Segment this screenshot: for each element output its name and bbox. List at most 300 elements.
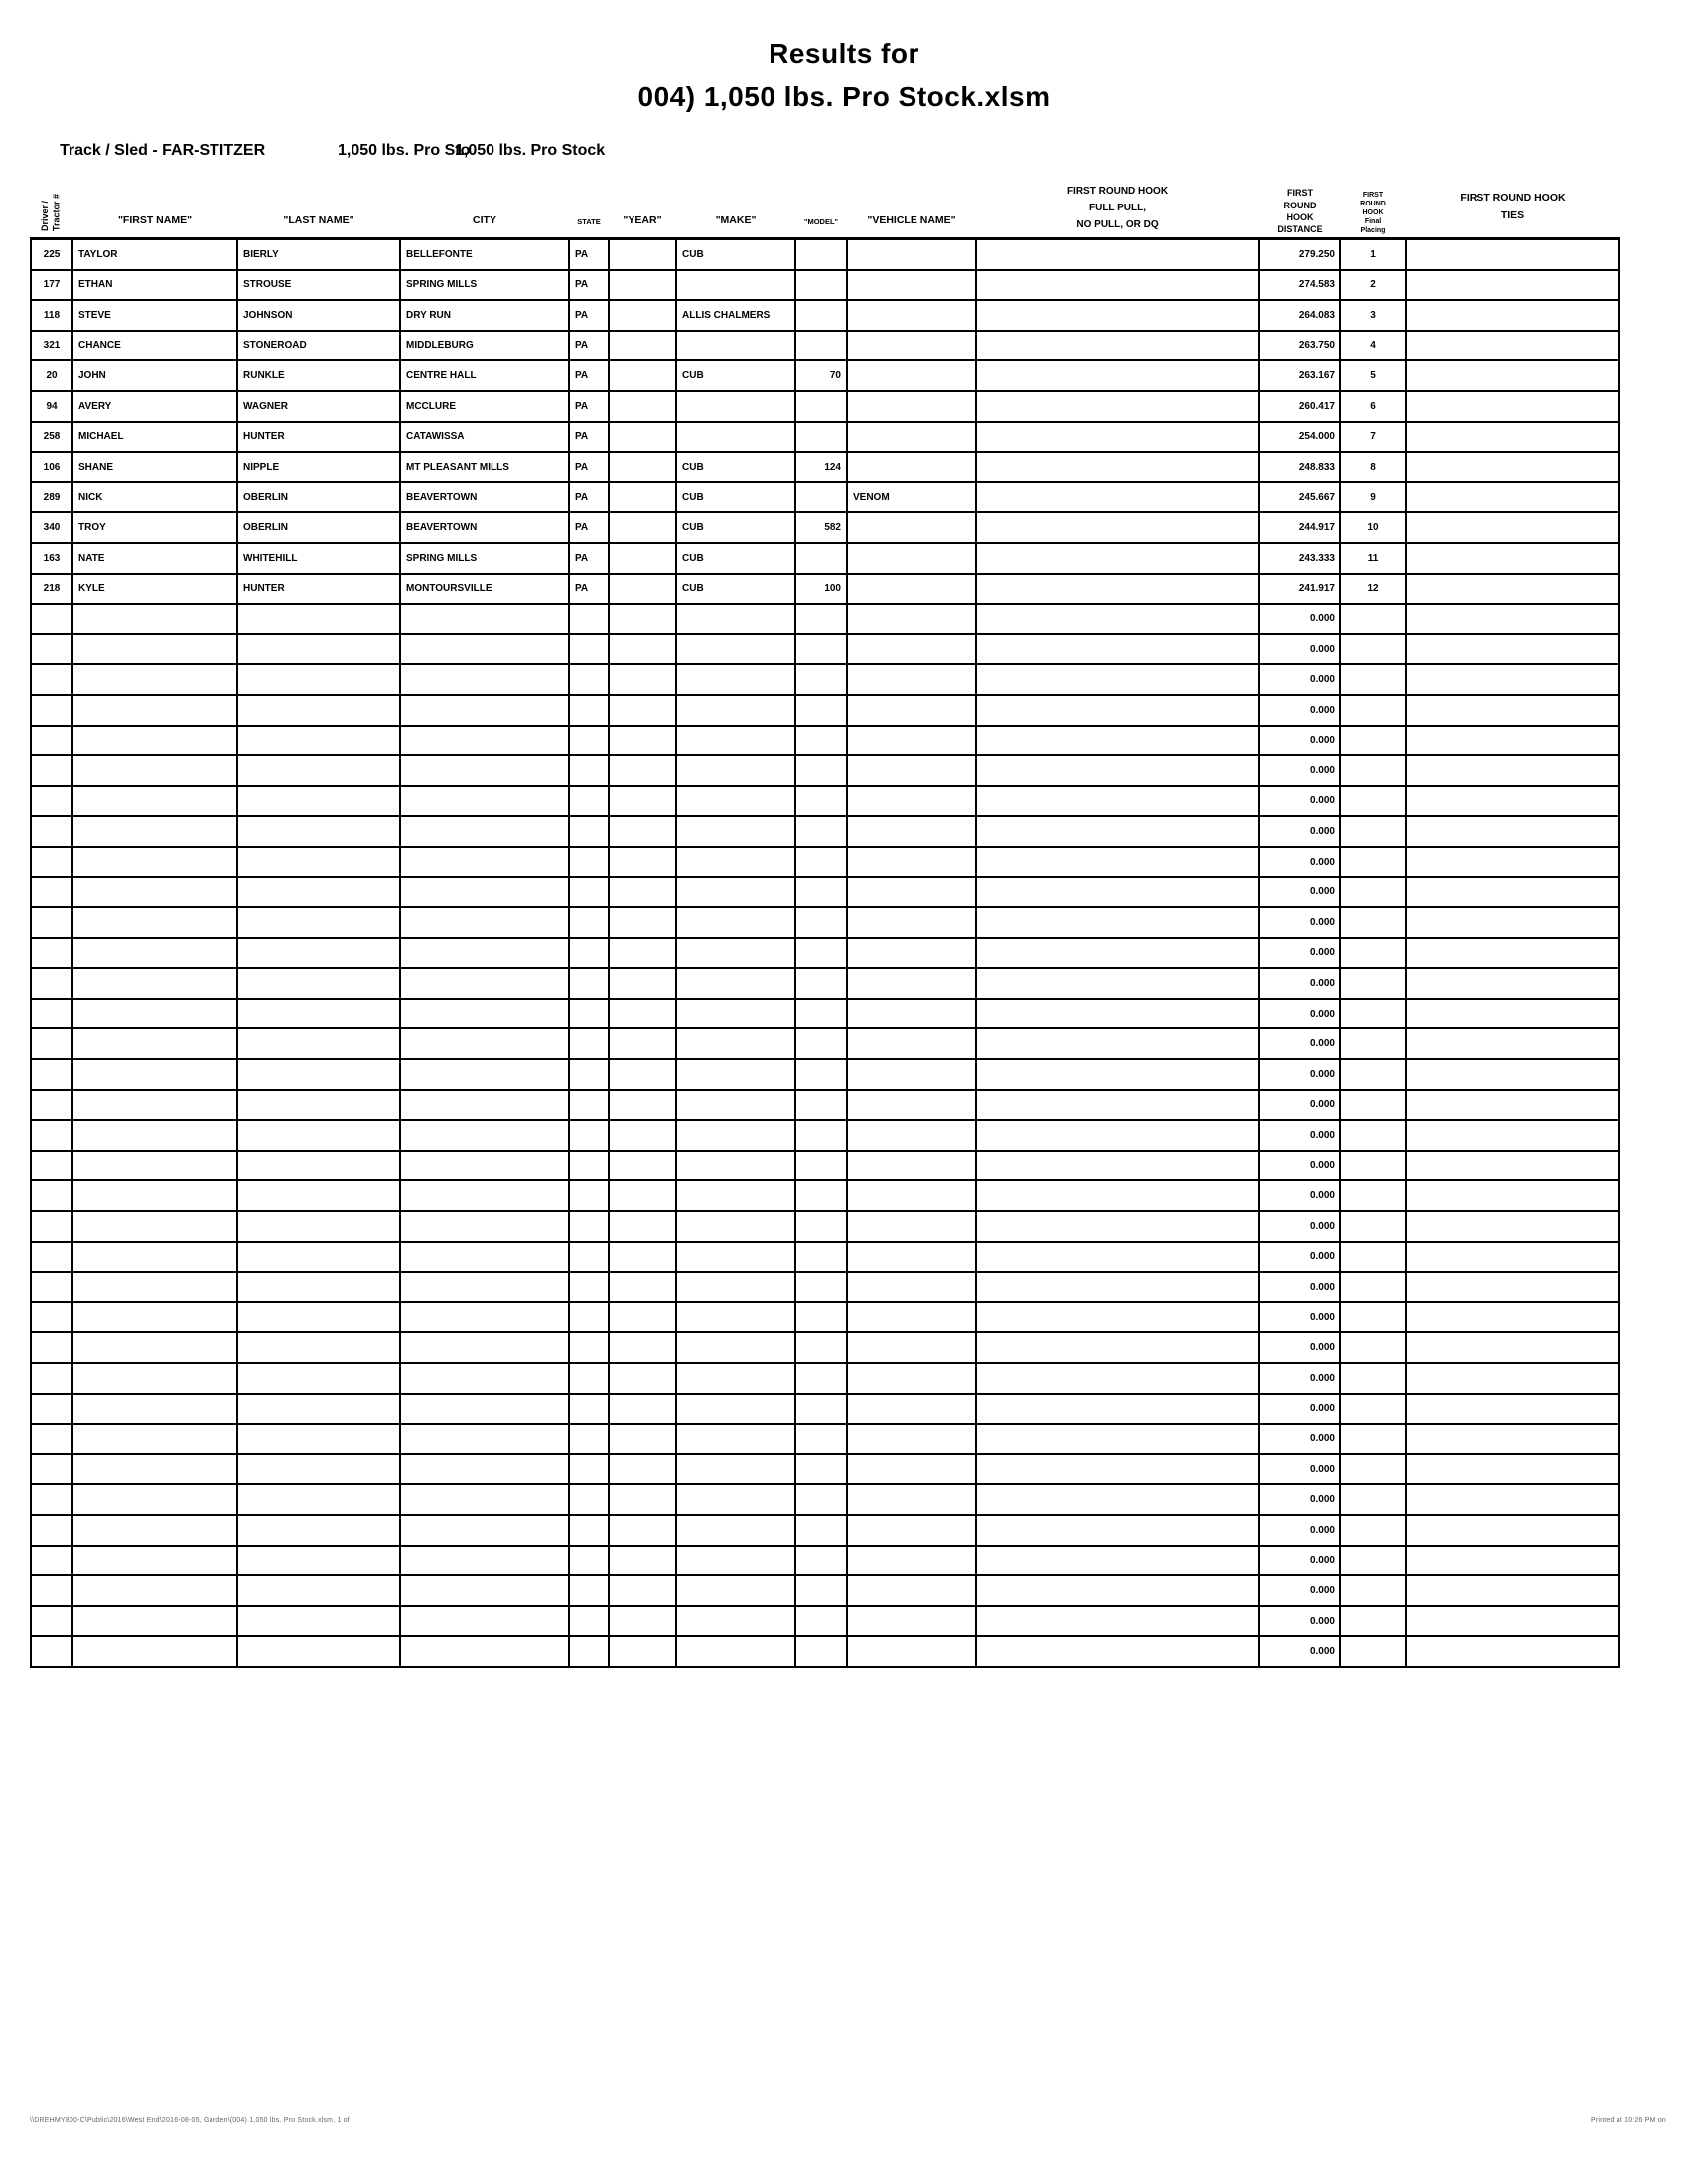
table-row — [31, 391, 1619, 422]
cell-num — [31, 968, 72, 999]
cell-ties — [1406, 847, 1619, 878]
cell-ties — [1406, 512, 1619, 543]
table-row — [31, 634, 1619, 665]
cell-num — [31, 1059, 72, 1090]
page-subtitle: 004) 1,050 lbs. Pro Stock.xlsm — [637, 81, 1051, 112]
cell-distance: 0.000 — [1259, 1302, 1340, 1333]
cell-ties — [1406, 300, 1619, 331]
table-row — [31, 422, 1619, 453]
cell-placing: 4 — [1340, 331, 1406, 361]
cell-full-pull — [976, 331, 1259, 361]
cell-ties — [1406, 634, 1619, 665]
cell-placing — [1340, 1302, 1406, 1333]
cell-make — [676, 391, 795, 422]
table-row — [31, 755, 1619, 786]
cell-distance: 241.917 — [1259, 574, 1340, 605]
cell-model — [795, 270, 847, 301]
cell-make — [676, 1636, 795, 1667]
cell-last-name: OBERLIN — [237, 512, 400, 543]
cell-full-pull — [976, 1575, 1259, 1606]
cell-year — [609, 482, 676, 513]
cell-full-pull — [976, 1332, 1259, 1363]
cell-model — [795, 999, 847, 1029]
cell-num — [31, 1484, 72, 1515]
table-row — [31, 847, 1619, 878]
cell-last-name — [237, 1151, 400, 1181]
cell-distance: 0.000 — [1259, 907, 1340, 938]
page-title: Results for — [769, 38, 919, 68]
cell-vehicle-name — [847, 1606, 976, 1637]
cell-first-name: AVERY — [72, 391, 237, 422]
cell-last-name — [237, 604, 400, 634]
cell-make — [676, 1546, 795, 1576]
cell-make — [676, 1028, 795, 1059]
cell-num — [31, 1302, 72, 1333]
cell-vehicle-name — [847, 1302, 976, 1333]
cell-city — [400, 604, 569, 634]
cell-vehicle-name — [847, 786, 976, 817]
cell-placing — [1340, 1090, 1406, 1121]
sheet-subheader — [30, 142, 1618, 166]
cell-last-name — [237, 726, 400, 756]
cell-model — [795, 482, 847, 513]
cell-last-name — [237, 877, 400, 907]
cell-make — [676, 695, 795, 726]
cell-placing — [1340, 786, 1406, 817]
cell-model — [795, 1454, 847, 1485]
cell-num — [31, 1606, 72, 1637]
cell-ties — [1406, 1272, 1619, 1302]
cell-year — [609, 1575, 676, 1606]
cell-distance: 0.000 — [1259, 1272, 1340, 1302]
cell-model — [795, 634, 847, 665]
cell-first-name — [72, 1575, 237, 1606]
cell-num — [31, 1394, 72, 1425]
cell-distance: 0.000 — [1259, 1606, 1340, 1637]
cell-year — [609, 1363, 676, 1394]
cell-last-name — [237, 1028, 400, 1059]
cell-ties — [1406, 360, 1619, 391]
cell-vehicle-name — [847, 512, 976, 543]
cell-first-name — [72, 1636, 237, 1667]
cell-distance: 0.000 — [1259, 1180, 1340, 1211]
cell-year — [609, 664, 676, 695]
cell-vehicle-name — [847, 1059, 976, 1090]
cell-full-pull — [976, 1546, 1259, 1576]
cell-state: PA — [569, 391, 609, 422]
cell-num — [31, 1636, 72, 1667]
cell-state — [569, 755, 609, 786]
cell-full-pull — [976, 816, 1259, 847]
cell-last-name — [237, 907, 400, 938]
cell-num: 177 — [31, 270, 72, 301]
cell-state — [569, 1332, 609, 1363]
cell-city — [400, 938, 569, 969]
cell-model: 70 — [795, 360, 847, 391]
cell-full-pull — [976, 391, 1259, 422]
table-row — [31, 300, 1619, 331]
cell-state: PA — [569, 270, 609, 301]
cell-ties — [1406, 391, 1619, 422]
cell-full-pull — [976, 270, 1259, 301]
cell-first-name: NATE — [72, 543, 237, 574]
cell-city — [400, 1242, 569, 1273]
cell-vehicle-name — [847, 726, 976, 756]
cell-distance: 0.000 — [1259, 999, 1340, 1029]
cell-placing — [1340, 664, 1406, 695]
cell-full-pull — [976, 1272, 1259, 1302]
cell-first-name — [72, 877, 237, 907]
cell-placing: 8 — [1340, 452, 1406, 482]
table-row — [31, 1484, 1619, 1515]
cell-last-name: NIPPLE — [237, 452, 400, 482]
cell-make — [676, 1424, 795, 1454]
cell-first-name — [72, 1606, 237, 1637]
cell-last-name — [237, 1484, 400, 1515]
cell-state — [569, 1363, 609, 1394]
cell-year — [609, 907, 676, 938]
cell-full-pull — [976, 1151, 1259, 1181]
cell-full-pull — [976, 1028, 1259, 1059]
cell-first-name — [72, 634, 237, 665]
cell-model — [795, 1180, 847, 1211]
cell-state — [569, 1211, 609, 1242]
cell-num — [31, 877, 72, 907]
cell-vehicle-name — [847, 938, 976, 969]
cell-year — [609, 1120, 676, 1151]
cell-placing — [1340, 1546, 1406, 1576]
cell-model — [795, 1515, 847, 1546]
cell-city — [400, 907, 569, 938]
cell-placing — [1340, 816, 1406, 847]
cell-year — [609, 755, 676, 786]
cell-first-name: ETHAN — [72, 270, 237, 301]
cell-year — [609, 1484, 676, 1515]
cell-year — [609, 968, 676, 999]
cell-year — [609, 574, 676, 605]
table-row — [31, 1151, 1619, 1181]
cell-first-name — [72, 1090, 237, 1121]
cell-distance: 0.000 — [1259, 786, 1340, 817]
cell-state — [569, 938, 609, 969]
table-row — [31, 664, 1619, 695]
cell-last-name: HUNTER — [237, 422, 400, 453]
cell-last-name — [237, 1180, 400, 1211]
cell-first-name — [72, 664, 237, 695]
cell-model — [795, 391, 847, 422]
cell-model — [795, 1636, 847, 1667]
cell-first-name — [72, 604, 237, 634]
cell-placing — [1340, 1454, 1406, 1485]
cell-ties — [1406, 726, 1619, 756]
cell-model — [795, 1332, 847, 1363]
report-title-block — [50, 0, 1638, 113]
cell-model — [795, 877, 847, 907]
cell-first-name — [72, 1454, 237, 1485]
cell-state: PA — [569, 422, 609, 453]
cell-vehicle-name — [847, 1363, 976, 1394]
cell-distance: 0.000 — [1259, 1028, 1340, 1059]
cell-first-name — [72, 1028, 237, 1059]
cell-num — [31, 604, 72, 634]
cell-vehicle-name — [847, 1484, 976, 1515]
cell-make: ALLIS CHALMERS — [676, 300, 795, 331]
cell-make — [676, 999, 795, 1029]
cell-year — [609, 1211, 676, 1242]
cell-vehicle-name — [847, 877, 976, 907]
cell-year — [609, 634, 676, 665]
cell-placing: 5 — [1340, 360, 1406, 391]
cell-distance: 244.917 — [1259, 512, 1340, 543]
cell-num — [31, 1028, 72, 1059]
table-row — [31, 270, 1619, 301]
cell-full-pull — [976, 512, 1259, 543]
cell-make: CUB — [676, 574, 795, 605]
cell-city — [400, 968, 569, 999]
cell-ties — [1406, 968, 1619, 999]
cell-vehicle-name — [847, 847, 976, 878]
cell-last-name — [237, 938, 400, 969]
cell-city — [400, 999, 569, 1029]
cell-last-name — [237, 1606, 400, 1637]
table-row — [31, 1120, 1619, 1151]
cell-last-name — [237, 1272, 400, 1302]
cell-state — [569, 1028, 609, 1059]
cell-first-name — [72, 847, 237, 878]
cell-ties — [1406, 1394, 1619, 1425]
cell-city: MT PLEASANT MILLS — [400, 452, 569, 482]
cell-distance: 0.000 — [1259, 847, 1340, 878]
cell-full-pull — [976, 1363, 1259, 1394]
cell-state — [569, 1575, 609, 1606]
cell-last-name — [237, 1515, 400, 1546]
cell-full-pull — [976, 1090, 1259, 1121]
cell-first-name: JOHN — [72, 360, 237, 391]
cell-ties — [1406, 1211, 1619, 1242]
cell-year — [609, 1515, 676, 1546]
cell-year — [609, 999, 676, 1029]
cell-placing — [1340, 1636, 1406, 1667]
cell-year — [609, 1242, 676, 1273]
cell-model — [795, 938, 847, 969]
cell-city — [400, 1606, 569, 1637]
cell-ties — [1406, 664, 1619, 695]
cell-first-name — [72, 755, 237, 786]
cell-placing — [1340, 634, 1406, 665]
cell-first-name — [72, 726, 237, 756]
cell-num — [31, 907, 72, 938]
cell-year — [609, 1394, 676, 1425]
cell-ties — [1406, 1090, 1619, 1121]
cell-num — [31, 1424, 72, 1454]
cell-vehicle-name — [847, 270, 976, 301]
cell-full-pull — [976, 1242, 1259, 1273]
cell-city: CENTRE HALL — [400, 360, 569, 391]
cell-placing — [1340, 1120, 1406, 1151]
cell-ties — [1406, 1424, 1619, 1454]
table-row — [31, 816, 1619, 847]
cell-model — [795, 1484, 847, 1515]
cell-last-name — [237, 968, 400, 999]
table-row — [31, 1242, 1619, 1273]
cell-full-pull — [976, 1606, 1259, 1637]
cell-num — [31, 1151, 72, 1181]
cell-last-name — [237, 1394, 400, 1425]
cell-num — [31, 755, 72, 786]
cell-year — [609, 452, 676, 482]
cell-distance: 264.083 — [1259, 300, 1340, 331]
cell-last-name: WHITEHILL — [237, 543, 400, 574]
footer-file-path: \\DREHMY800-C\Public\2016\West End\2016-08-05, Garden\(004) 1,050 lbs. Pro Stock.xlsm, 1 of — [30, 2117, 350, 2124]
cell-model — [795, 1151, 847, 1181]
cell-state: PA — [569, 482, 609, 513]
cell-state — [569, 664, 609, 695]
table-row — [31, 1180, 1619, 1211]
cell-distance: 0.000 — [1259, 1151, 1340, 1181]
table-row — [31, 999, 1619, 1029]
cell-make — [676, 1515, 795, 1546]
cell-ties — [1406, 1242, 1619, 1273]
cell-city — [400, 816, 569, 847]
cell-year — [609, 1636, 676, 1667]
cell-year — [609, 877, 676, 907]
cell-last-name — [237, 664, 400, 695]
cell-num — [31, 1211, 72, 1242]
table-row — [31, 1424, 1619, 1454]
cell-city — [400, 1546, 569, 1576]
cell-first-name — [72, 1180, 237, 1211]
cell-first-name — [72, 786, 237, 817]
cell-model — [795, 1575, 847, 1606]
cell-year — [609, 604, 676, 634]
cell-full-pull — [976, 634, 1259, 665]
cell-distance: 0.000 — [1259, 1394, 1340, 1425]
cell-city — [400, 1636, 569, 1667]
cell-make — [676, 726, 795, 756]
cell-state — [569, 1424, 609, 1454]
cell-vehicle-name: VENOM — [847, 482, 976, 513]
cell-placing — [1340, 1151, 1406, 1181]
cell-first-name — [72, 1059, 237, 1090]
table-row — [31, 1332, 1619, 1363]
cell-ties — [1406, 1332, 1619, 1363]
cell-placing — [1340, 755, 1406, 786]
cell-vehicle-name — [847, 1515, 976, 1546]
cell-model — [795, 1120, 847, 1151]
cell-placing — [1340, 907, 1406, 938]
table-row — [31, 1211, 1619, 1242]
cell-full-pull — [976, 786, 1259, 817]
results-table — [30, 168, 1620, 1668]
cell-full-pull — [976, 1636, 1259, 1667]
cell-placing: 11 — [1340, 543, 1406, 574]
cell-distance: 254.000 — [1259, 422, 1340, 453]
cell-distance: 0.000 — [1259, 1575, 1340, 1606]
cell-make — [676, 604, 795, 634]
cell-state — [569, 1636, 609, 1667]
cell-first-name — [72, 1394, 237, 1425]
cell-state — [569, 1546, 609, 1576]
cell-ties — [1406, 907, 1619, 938]
cell-vehicle-name — [847, 300, 976, 331]
cell-vehicle-name — [847, 755, 976, 786]
cell-model — [795, 786, 847, 817]
cell-full-pull — [976, 1454, 1259, 1485]
cell-make — [676, 1090, 795, 1121]
cell-make — [676, 1332, 795, 1363]
cell-placing — [1340, 604, 1406, 634]
cell-state — [569, 604, 609, 634]
table-row — [31, 1272, 1619, 1302]
cell-placing — [1340, 847, 1406, 878]
cell-ties — [1406, 239, 1619, 270]
cell-make — [676, 1454, 795, 1485]
cell-distance: 0.000 — [1259, 1211, 1340, 1242]
cell-make: CUB — [676, 239, 795, 270]
cell-placing — [1340, 938, 1406, 969]
cell-placing: 7 — [1340, 422, 1406, 453]
cell-city — [400, 1394, 569, 1425]
cell-city — [400, 1515, 569, 1546]
cell-ties — [1406, 1454, 1619, 1485]
column-header-model: "MODEL" — [795, 168, 847, 239]
column-header-full-pull: FIRST ROUND HOOK FULL PULL, NO PULL, OR DQ — [976, 168, 1259, 239]
cell-year — [609, 1454, 676, 1485]
cell-year — [609, 1059, 676, 1090]
cell-distance: 0.000 — [1259, 1059, 1340, 1090]
table-row — [31, 1575, 1619, 1606]
cell-city — [400, 1028, 569, 1059]
cell-first-name — [72, 1515, 237, 1546]
cell-placing: 1 — [1340, 239, 1406, 270]
cell-full-pull — [976, 907, 1259, 938]
cell-year — [609, 847, 676, 878]
cell-make: CUB — [676, 360, 795, 391]
cell-distance: 0.000 — [1259, 1454, 1340, 1485]
cell-state: PA — [569, 512, 609, 543]
cell-ties — [1406, 999, 1619, 1029]
cell-last-name — [237, 1090, 400, 1121]
cell-last-name — [237, 1454, 400, 1485]
class-label-right: 1,050 lbs. Pro Stock — [455, 142, 606, 159]
cell-placing: 12 — [1340, 574, 1406, 605]
cell-vehicle-name — [847, 968, 976, 999]
table-row — [31, 786, 1619, 817]
cell-make — [676, 1272, 795, 1302]
cell-state — [569, 726, 609, 756]
cell-model — [795, 300, 847, 331]
cell-vehicle-name — [847, 1211, 976, 1242]
cell-make — [676, 1211, 795, 1242]
cell-ties — [1406, 1546, 1619, 1576]
table-row — [31, 543, 1619, 574]
cell-distance: 0.000 — [1259, 726, 1340, 756]
cell-vehicle-name — [847, 1636, 976, 1667]
cell-placing — [1340, 1180, 1406, 1211]
cell-full-pull — [976, 543, 1259, 574]
table-row — [31, 1363, 1619, 1394]
table-row — [31, 695, 1619, 726]
cell-full-pull — [976, 938, 1259, 969]
cell-year — [609, 1272, 676, 1302]
cell-first-name — [72, 1242, 237, 1273]
cell-num — [31, 1332, 72, 1363]
cell-state — [569, 968, 609, 999]
cell-city: BELLEFONTE — [400, 239, 569, 270]
cell-full-pull — [976, 999, 1259, 1029]
cell-first-name — [72, 1151, 237, 1181]
cell-year — [609, 331, 676, 361]
